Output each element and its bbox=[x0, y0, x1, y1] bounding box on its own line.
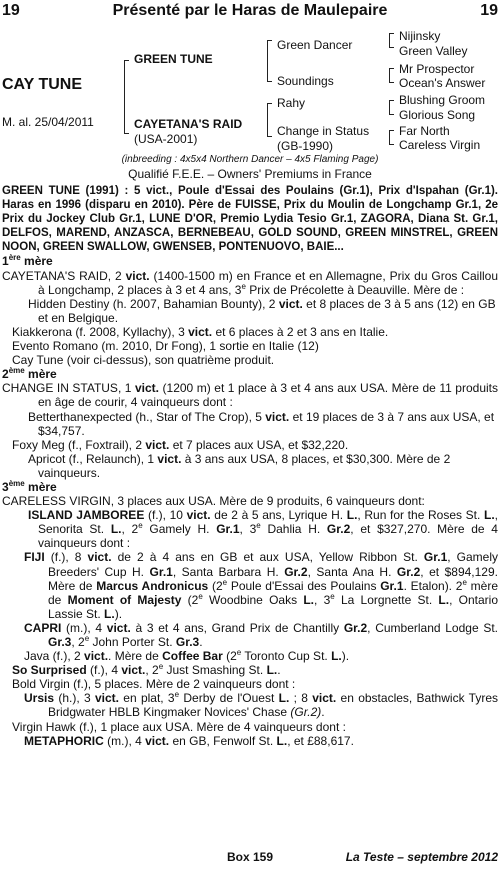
heading-word: mère bbox=[24, 367, 57, 382]
qualification-note: Qualifié F.E.E. – Owners' Premiums in France bbox=[128, 167, 372, 181]
inbreeding-note: (inbreeding : 4x5x4 Northern Dancer – 4x5 Flaming Page) bbox=[121, 154, 379, 165]
text-run: METAPHORIC bbox=[24, 733, 104, 748]
text-run: Gr.2 bbox=[396, 564, 421, 579]
produce-evento-romano: Evento Romano (m. 2010, Dr Fong), 1 sortie en Italie (12) bbox=[12, 339, 319, 354]
text-run: Prix de Précolette à Deauville. Mère de : bbox=[245, 282, 465, 297]
text-run: de 2 à 5 ans, Lyrique H. bbox=[210, 508, 347, 523]
bracket-gen3-d bbox=[389, 130, 394, 145]
text-run: , Santa Ana H. bbox=[307, 564, 397, 579]
text-run: (2 bbox=[181, 592, 199, 607]
text-run: et 6 places à 2 et 3 ans en Italie. bbox=[212, 324, 389, 339]
text-run: . Etalon). 2 bbox=[403, 578, 463, 593]
text-run: vict. bbox=[278, 296, 303, 311]
text-run: Marcus Andronicus bbox=[96, 578, 209, 593]
text-run: (m.), 4 bbox=[61, 620, 107, 635]
pedigree-table bbox=[0, 30, 500, 162]
produce-metaphoric bbox=[2, 734, 498, 748]
heading-sup: ème bbox=[8, 366, 25, 376]
text-run: (m.), 4 bbox=[103, 733, 146, 748]
text-run: L. bbox=[278, 691, 290, 706]
produce-capri bbox=[2, 621, 498, 649]
text-run: Gr.1 bbox=[149, 564, 173, 579]
produce-ursis bbox=[2, 691, 498, 719]
first-dam-heading bbox=[2, 254, 498, 268]
text-run: vict. bbox=[135, 381, 160, 396]
text-run: L. bbox=[110, 522, 122, 537]
g3-nijinsky: Nijinsky bbox=[399, 29, 441, 43]
sale-place-date: La Teste – septembre 2012 bbox=[345, 850, 498, 864]
heading-word: mère bbox=[24, 479, 57, 494]
text-run: (f.), 8 bbox=[44, 550, 88, 565]
g2-rahy: Rahy bbox=[277, 96, 306, 110]
text-run: Gr.1 bbox=[423, 550, 448, 565]
bracket-gen3-c bbox=[389, 100, 394, 115]
g3-oceans-answer: Ocean's Answer bbox=[399, 76, 486, 90]
produce-apricot bbox=[2, 452, 498, 480]
text-run: vict. bbox=[312, 691, 337, 706]
text-run: John Porter St. bbox=[89, 635, 176, 649]
text-run: vict. bbox=[87, 550, 112, 565]
text-run: , Gamely Breeders' Cup H. bbox=[48, 550, 499, 579]
text-run: . bbox=[321, 705, 325, 720]
text-run: Derby de l'Ouest bbox=[179, 691, 279, 706]
third-dam-heading bbox=[2, 480, 498, 494]
bracket-gen3-a bbox=[389, 33, 394, 48]
second-dam-heading bbox=[2, 367, 498, 381]
text-run: vict. bbox=[94, 691, 119, 706]
text-run: Gr.1 bbox=[216, 522, 240, 537]
text-run: e bbox=[256, 521, 261, 531]
text-run: , et $894,129. Mère de bbox=[48, 564, 498, 593]
heading-word: mère bbox=[20, 254, 53, 269]
pedigree-notes bbox=[2, 184, 498, 748]
text-run: CAYETANA'S RAID, 2 bbox=[2, 268, 126, 283]
header-title: Présenté par le Haras de Maulepaire bbox=[112, 2, 388, 19]
g3-careless-virgin: Careless Virgin bbox=[399, 138, 481, 152]
text-run: Moment of Majesty bbox=[67, 592, 182, 607]
bracket-gen3-b bbox=[389, 68, 394, 83]
pedigree-dam-note: (USA-2001) bbox=[134, 132, 198, 146]
text-run: L. bbox=[483, 508, 495, 523]
produce-virgin-hawk: Virgin Hawk (f.), 1 place aux USA. Mère de 4 vainqueurs dont : bbox=[12, 719, 346, 734]
text-run: e bbox=[222, 577, 228, 587]
produce-bold-virgin: Bold Virgin (f.), 5 places. Mère de 2 vainqueurs dont : bbox=[12, 677, 296, 692]
text-run: Gr.3 bbox=[48, 635, 72, 649]
text-run: e bbox=[330, 591, 335, 601]
text-run: e bbox=[236, 648, 242, 658]
text-run: Gr.3 bbox=[175, 635, 200, 649]
text-run: (f.), 10 bbox=[144, 508, 187, 523]
text-run: (f.), 4 bbox=[86, 663, 122, 678]
heading-number: 2 bbox=[2, 367, 9, 382]
text-run: Hidden Destiny (h. 2007, Bahamian Bounty), 2 bbox=[28, 296, 279, 311]
text-run: Woodbine Oaks bbox=[202, 592, 304, 607]
text-run: . bbox=[277, 663, 281, 678]
text-run: Gr.2 bbox=[284, 564, 308, 579]
text-run: e bbox=[198, 591, 203, 601]
text-run: et 8 places de 3 à 5 ans (12) en GB et en Belgique. bbox=[38, 296, 496, 325]
text-run: La Lorgnette St. bbox=[334, 592, 439, 607]
text-run: vict. bbox=[84, 649, 109, 664]
box-number: Box 159 bbox=[226, 850, 274, 864]
third-dam-record: CARELESS VIRGIN, 3 places aux USA. Mère de 9 produits, 6 vainqueurs dont: bbox=[2, 494, 425, 509]
lot-number-left: 19 bbox=[2, 2, 20, 19]
text-run: . Mère de bbox=[108, 649, 163, 664]
text-run: So Surprised bbox=[12, 663, 87, 678]
text-run: . bbox=[199, 635, 203, 649]
lot-number-right: 19 bbox=[480, 2, 498, 19]
second-dam-record bbox=[2, 381, 498, 409]
text-run: Kiakkerona (f. 2008, Kyllachy), 3 bbox=[12, 324, 189, 339]
heading-sup: ère bbox=[8, 253, 21, 263]
text-run: ). bbox=[341, 649, 350, 664]
text-run: , 2 bbox=[145, 663, 159, 678]
text-run: ). bbox=[114, 606, 123, 621]
text-run: (2 bbox=[222, 649, 237, 664]
text-run: en plat, 3 bbox=[118, 691, 175, 706]
text-run: vict. bbox=[265, 409, 290, 424]
text-run: Ursis bbox=[24, 691, 55, 706]
text-run: CAPRI bbox=[24, 620, 62, 635]
first-dam-record bbox=[2, 269, 498, 297]
text-run: et 19 places de 3 à 7 ans aux USA, et $34,757. bbox=[38, 409, 495, 438]
heading-number: 1 bbox=[2, 254, 9, 269]
text-run: Java (f.), 2 bbox=[24, 649, 85, 664]
text-run: , et £88,617. bbox=[287, 733, 354, 748]
produce-hidden-destiny bbox=[2, 297, 498, 325]
text-run: L. bbox=[276, 733, 288, 748]
heading-number: 3 bbox=[2, 479, 9, 494]
text-run: Gr.2 bbox=[326, 522, 351, 537]
text-run: e bbox=[138, 521, 143, 531]
pedigree-sire: GREEN TUNE bbox=[134, 52, 213, 66]
text-run: Coffee Bar bbox=[162, 649, 223, 664]
page-header bbox=[0, 2, 500, 22]
text-run: vict. bbox=[106, 620, 131, 635]
text-run: , Ontario Lassie St. bbox=[48, 592, 499, 621]
g3-glorious-song: Glorious Song bbox=[399, 108, 476, 122]
text-run: Foxy Meg (f., Foxtrail), 2 bbox=[12, 437, 146, 452]
text-run: , Santa Barbara H. bbox=[172, 564, 285, 579]
text-run: , 3 bbox=[239, 522, 257, 537]
text-run: ; 8 bbox=[289, 691, 313, 706]
text-run: Gr.2 bbox=[343, 620, 368, 635]
text-run: , 3 bbox=[314, 592, 331, 607]
g2-note: (GB-1990) bbox=[277, 139, 334, 153]
horse-name: CAY TUNE bbox=[2, 76, 83, 93]
text-run: en GB, Fenwolf St. bbox=[169, 733, 277, 748]
produce-java bbox=[2, 649, 498, 663]
text-run: vict. bbox=[157, 451, 182, 466]
text-run: mère de bbox=[48, 578, 498, 607]
text-run: Toronto Cup St. bbox=[241, 649, 332, 664]
text-run: , et $327,270. Mère de 4 vainqueurs dont : bbox=[38, 522, 498, 551]
text-run: (1200 m) et 1 place à 3 et 4 ans aux USA. Mère de 11 produits en âge de courir, 4 vainqueurs dont : bbox=[38, 381, 498, 410]
heading-sup: ème bbox=[8, 478, 25, 488]
g3-far-north: Far North bbox=[399, 124, 450, 138]
text-run: de 2 à 4 ans en GB et aux USA, Yellow Ribbon St. bbox=[111, 550, 424, 565]
text-run: , Senorita St. bbox=[38, 508, 498, 537]
text-run: Gr.1 bbox=[380, 578, 404, 593]
bracket-gen2-dam bbox=[267, 103, 272, 137]
text-run: à 3 ans aux USA, 8 places, et $30,300. Mère de 2 vainqueurs. bbox=[38, 451, 451, 480]
bracket-gen2-sire bbox=[267, 40, 272, 82]
text-run: (1400-1500 m) en France et en Allemagne, Prix du Gros Caillou à Longchamp, 2 places à 3 et 4 ans, 3 bbox=[38, 268, 498, 297]
text-run: vict. bbox=[188, 324, 213, 339]
produce-betterthanexpected bbox=[2, 410, 498, 438]
text-run: vict. bbox=[145, 437, 170, 452]
text-run: L. bbox=[266, 663, 278, 678]
text-run: e bbox=[174, 690, 180, 700]
text-run: (Gr.2) bbox=[290, 705, 322, 720]
text-run: , Run for the Roses St. bbox=[357, 508, 484, 523]
text-run: vict. bbox=[145, 733, 170, 748]
text-run: ISLAND JAMBOREE bbox=[28, 508, 145, 523]
text-run: e bbox=[241, 281, 246, 291]
text-run: vict. bbox=[125, 268, 150, 283]
text-run: L. bbox=[331, 649, 342, 664]
text-run: Gamely H. bbox=[142, 522, 217, 537]
text-run: à 3 et 4 ans, Grand Prix de Chantilly bbox=[130, 620, 344, 635]
text-run: e bbox=[84, 634, 90, 643]
text-run: vict. bbox=[186, 508, 211, 523]
text-run: L. bbox=[303, 592, 315, 607]
text-run: Dahlia H. bbox=[260, 522, 327, 537]
g3-blushing-groom: Blushing Groom bbox=[399, 93, 486, 107]
text-run: en obstacles, Bathwick Tyres Bridgwater HBLB Kingmaker Novices' Chase bbox=[48, 691, 498, 720]
text-run: CHANGE IN STATUS, 1 bbox=[2, 381, 135, 396]
produce-foxy-meg bbox=[2, 438, 498, 452]
text-run: , 2 bbox=[121, 522, 139, 537]
text-run: vict. bbox=[121, 663, 146, 678]
text-run: Just Smashing St. bbox=[163, 663, 267, 678]
text-run: FIJI bbox=[24, 550, 45, 565]
sire-record: GREEN TUNE (1991) : 5 vict., Poule d'Essai des Poulains (Gr.1), Prix d'Ispahan (Gr.1). Haras en 1996 (disparu en 2010). Père de FUISSE, Prix du Moulin de Longchamp Gr.1, 2e Prix du Jockey Club Gr.1, LUNE D'OR, Premio Lydia Tesio Gr.1, ZAGORA, Diana St. Gr.1, DELFOS, MAREND, ANZASCA, BERNEBEAU, GOLD SOUND, GREEN MINSTREL, GREEN NOON, GREEN SWALLOW, GWENSEB, PONTENUOVO, BAIE... bbox=[2, 185, 498, 254]
text-run: , 2 bbox=[71, 635, 85, 649]
g2-green-dancer: Green Dancer bbox=[277, 38, 353, 52]
text-run: , Cumberland Lodge St. bbox=[367, 620, 498, 635]
produce-cay-tune: Cay Tune (voir ci-dessus), son quatrième produit. bbox=[12, 353, 275, 368]
text-run: L. bbox=[346, 508, 358, 523]
pedigree-dam: CAYETANA'S RAID bbox=[134, 117, 243, 131]
text-run: L. bbox=[438, 592, 450, 607]
bracket-gen1 bbox=[124, 60, 129, 134]
produce-so-surprised bbox=[2, 663, 498, 677]
text-run: L. bbox=[104, 606, 115, 621]
produce-fiji bbox=[2, 550, 498, 620]
text-run: (h.), 3 bbox=[54, 691, 95, 706]
text-run: e bbox=[158, 662, 164, 672]
text-run: (2 bbox=[208, 578, 223, 593]
produce-island-jamboree bbox=[2, 508, 498, 550]
g3-mr-prospector: Mr Prospector bbox=[399, 62, 475, 76]
g3-green-valley: Green Valley bbox=[399, 44, 468, 58]
text-run: Betterthanexpected (h., Star of The Crop), 5 bbox=[28, 409, 266, 424]
text-run: et 7 places aux USA, et $32,220. bbox=[169, 437, 349, 452]
produce-kiakkerona bbox=[2, 325, 498, 339]
g2-change-in-status: Change in Status bbox=[277, 124, 370, 138]
text-run: e bbox=[462, 577, 467, 587]
text-run: Apricot (f., Relaunch), 1 bbox=[28, 451, 158, 466]
page-footer bbox=[0, 850, 500, 868]
horse-birth: M. al. 25/04/2011 bbox=[2, 115, 94, 129]
g2-soundings: Soundings bbox=[277, 74, 334, 88]
text-run: Poule d'Essai des Poulains bbox=[227, 578, 381, 593]
